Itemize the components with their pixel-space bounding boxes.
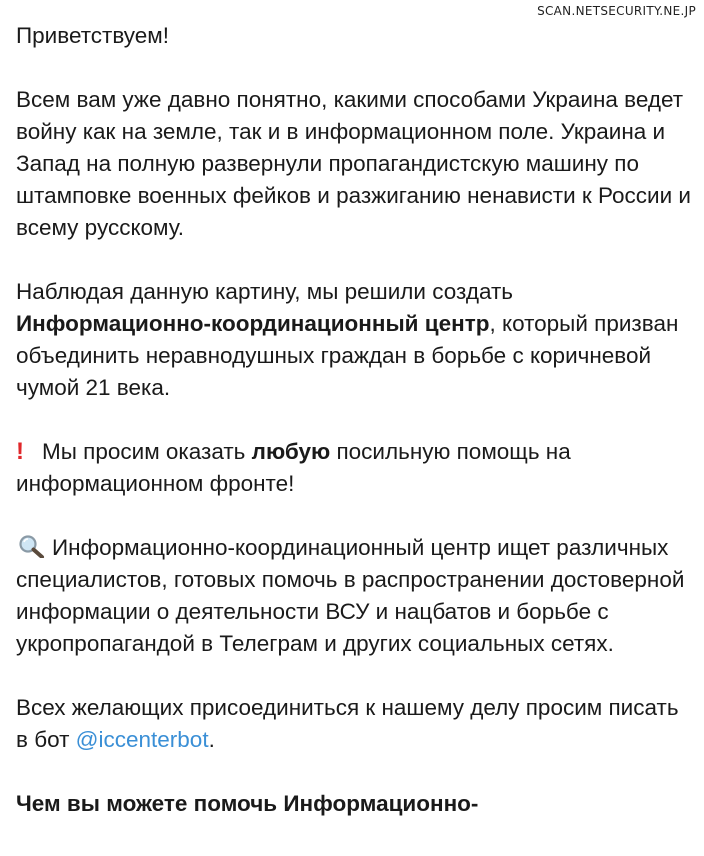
paragraph-request-start: Мы просим оказать (42, 439, 252, 464)
paragraph-contact-start: Всех желающих присоединиться к нашему делу просим писать в бот (16, 695, 679, 752)
center-name: Информационно-координационный центр (16, 311, 490, 336)
magnifying-glass-icon (16, 534, 52, 558)
exclamation-icon: ! (16, 438, 24, 465)
paragraph-search (16, 532, 696, 660)
paragraph-center (16, 276, 696, 404)
greeting-text: Приветствуем! (16, 23, 170, 48)
paragraph-request-end: посильную помощь на информационном фронте! (16, 439, 571, 496)
paragraph-intro: Всем вам уже давно понятно, какими способами Украина ведет войну как на земле, так и в информационном поле. Украина и Запад на полную развернули пропагандистскую машину по штамповке военных фейков и разжиганию ненависти к России и всему русскому. (16, 87, 691, 240)
paragraph-request (16, 436, 696, 500)
paragraph-center-end: , который призван объединить неравнодушных граждан в борьбе с коричневой чумой 21 века. (16, 311, 679, 400)
watermark: SCAN.NETSECURITY.NE.JP (537, 4, 696, 18)
paragraph-center-start: Наблюдая данную картину, мы решили создать (16, 279, 514, 304)
paragraph-help-heading: Чем вы можете помочь Информационно- (16, 791, 479, 816)
paragraph-search-text: Информационно-координационный центр ищет различных специалистов, готовых помочь в распространении достоверной информации о деятельности ВСУ и нацбатов и борьбе с укропропагандой в Телеграм и других социальных сетях. (16, 535, 685, 656)
message-body (16, 20, 696, 852)
paragraph-contact-end: . (208, 727, 215, 752)
request-emphasis: любую (251, 439, 331, 464)
bot-link[interactable]: @iccenterbot (75, 727, 209, 752)
paragraph-contact (16, 692, 696, 756)
